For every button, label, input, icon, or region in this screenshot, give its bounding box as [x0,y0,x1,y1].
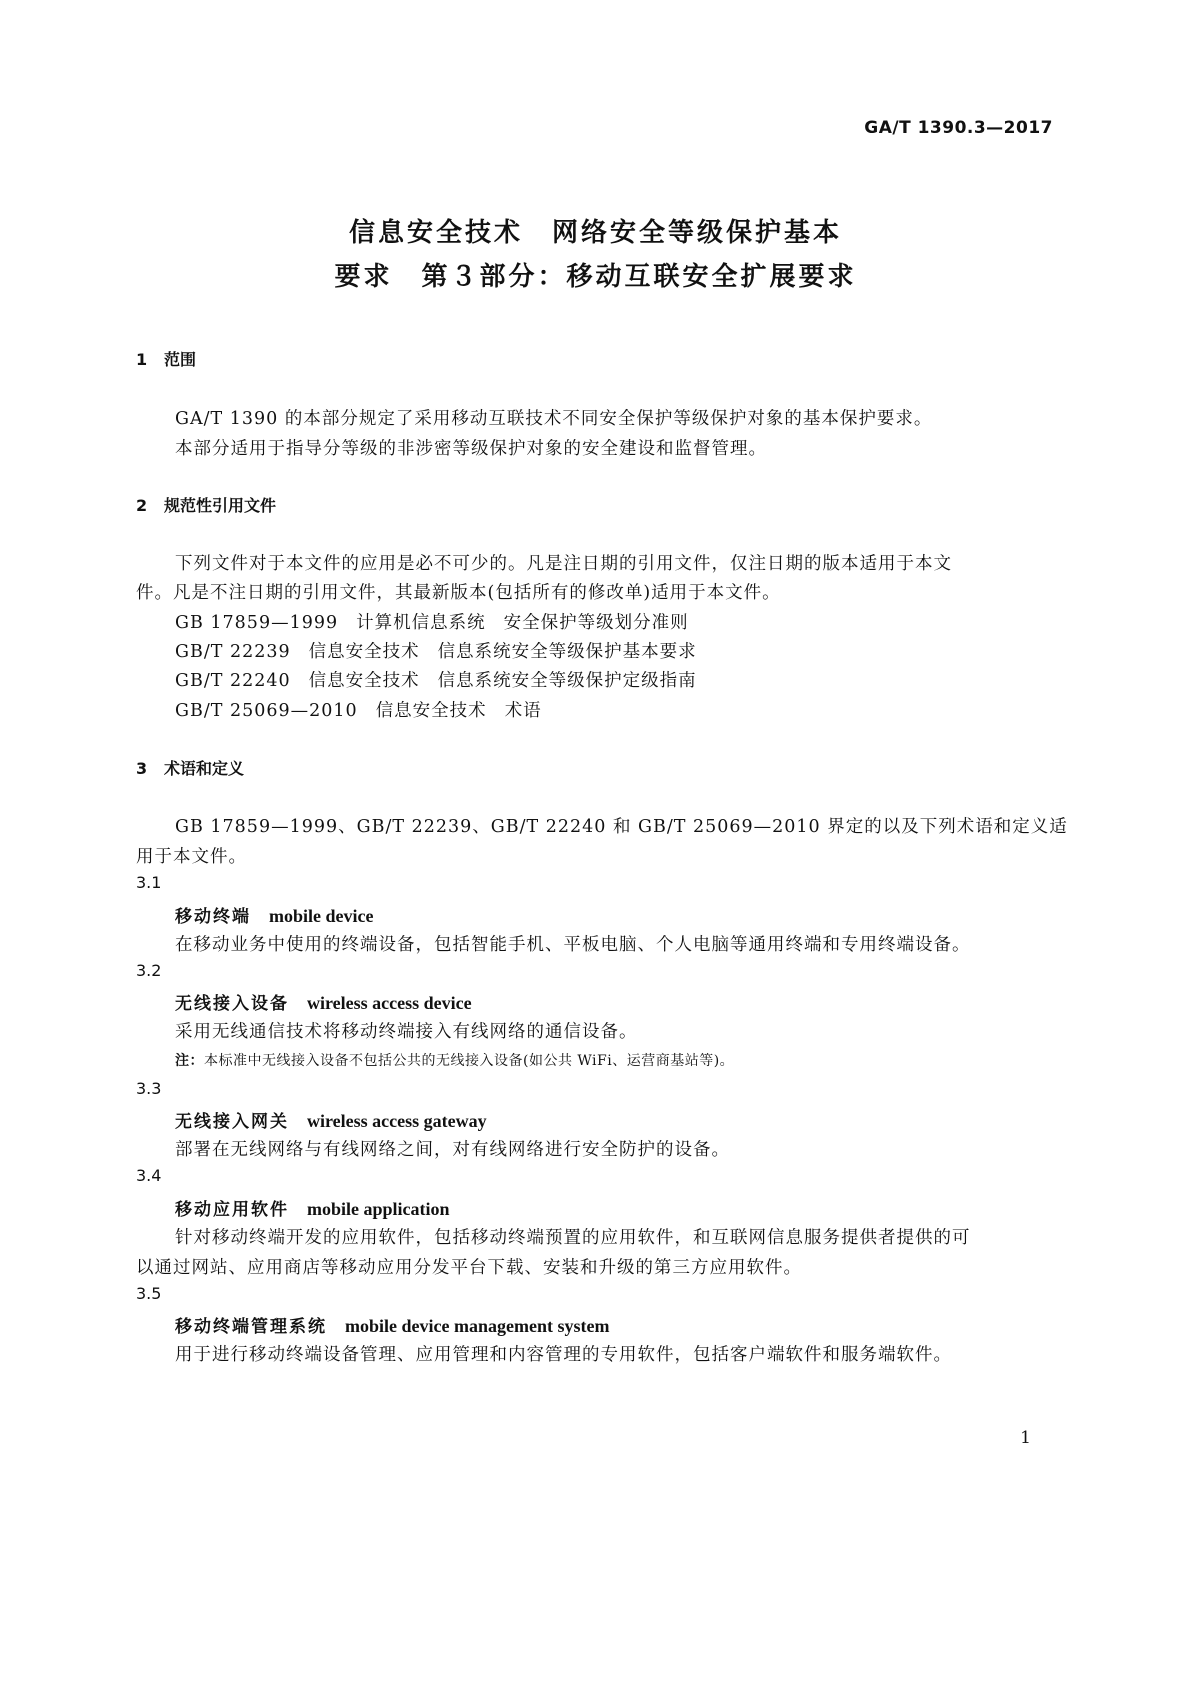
term-english: wireless access device [307,993,472,1013]
reference-title: 信息安全技术 [308,642,420,662]
term-number: 3.3 [136,1079,162,1098]
paragraph-line: 下列文件对于本文件的应用是必不可少的。凡是注日期的引用文件，仅注日期的版本适用于本文 [175,554,952,574]
section-1-heading [136,347,196,370]
term-definition: 采用无线通信技术将移动终端接入有线网络的通信设备。 [175,1022,638,1042]
paragraph-line: GB 17859—1999、GB/T 22239、GB/T 22240 和 GB/T 25069—2010 界定的以及下列术语和定义适 [175,817,1068,837]
term-chinese: 无线接入设备 [175,994,289,1014]
document-title-line1: 信息安全技术 网络安全等级保护基本 [348,218,842,248]
reference-code: GB/T 25069—2010 [175,701,358,721]
term-heading [175,1107,487,1132]
paragraph: GA/T 1390 的本部分规定了采用移动互联技术不同安全保护等级保护对象的基本保护要求。 [175,409,933,429]
term-heading [175,989,472,1014]
reference-item [175,638,697,663]
document-title-line2: 要求 第３部分：移动互联安全扩展要求 [334,262,857,292]
section-number: 1 [136,350,148,369]
term-chinese: 移动终端管理系统 [175,1317,327,1337]
section-title: 规范性引用文件 [164,496,277,515]
term-english: wireless access gateway [307,1111,487,1131]
reference-title: 计算机信息系统 [356,613,486,633]
term-chinese: 移动应用软件 [175,1200,289,1220]
reference-subtitle: 信息系统安全等级保护基本要求 [437,642,697,662]
reference-subtitle: 信息系统安全等级保护定级指南 [437,671,697,691]
paragraph: 本部分适用于指导分等级的非涉密等级保护对象的安全建设和监督管理。 [175,439,767,459]
reference-item [175,697,542,722]
term-heading [175,1195,450,1220]
note-label: 注： [175,1053,204,1069]
section-title: 范围 [164,350,197,369]
term-definition: 用于进行移动终端设备管理、应用管理和内容管理的专用软件，包括客户端软件和服务端软件。 [175,1345,952,1365]
page-number: 1 [1020,1428,1031,1448]
section-title: 术语和定义 [164,759,245,778]
term-definition: 在移动业务中使用的终端设备，包括智能手机、平板电脑、个人电脑等通用终端和专用终端设备。 [175,935,971,955]
reference-code: GB/T 22240 [175,671,291,691]
paragraph-line: 用于本文件。 [136,847,247,867]
reference-subtitle: 术语 [504,701,542,721]
section-number: 3 [136,759,148,778]
section-2-heading [136,493,276,516]
term-english: mobile device management system [345,1316,610,1336]
term-chinese: 无线接入网关 [175,1112,289,1132]
term-definition-line: 以通过网站、应用商店等移动应用分发平台下载、安装和升级的第三方应用软件。 [136,1258,802,1278]
term-number: 3.5 [136,1284,162,1303]
term-number: 3.1 [136,873,162,892]
reference-item [175,609,689,634]
term-note [175,1050,734,1070]
term-english: mobile application [307,1199,450,1219]
reference-subtitle: 安全保护等级划分准则 [503,613,689,633]
note-text: 本标准中无线接入设备不包括公共的无线接入设备(如公共 WiFi、运营商基站等)。 [204,1053,735,1069]
reference-code: GB/T 22239 [175,642,291,662]
term-definition: 部署在无线网络与有线网络之间，对有线网络进行安全防护的设备。 [175,1140,730,1160]
paragraph-line: 件。凡是不注日期的引用文件，其最新版本(包括所有的修改单)适用于本文件。 [136,583,781,603]
section-number: 2 [136,496,148,515]
reference-title: 信息安全技术 [308,671,420,691]
term-chinese: 移动终端 [175,907,251,927]
term-english: mobile device [269,906,374,926]
section-3-heading [136,756,244,779]
reference-code: GB 17859—1999 [175,613,339,633]
term-number: 3.2 [136,961,162,980]
reference-item [175,667,697,692]
term-heading [175,1312,609,1337]
term-definition-line: 针对移动终端开发的应用软件，包括移动终端预置的应用软件，和互联网信息服务提供者提供的可 [175,1228,971,1248]
term-number: 3.4 [136,1166,162,1185]
reference-title: 信息安全技术 [375,701,487,721]
term-heading [175,902,373,927]
standard-code: GA/T 1390.3—2017 [864,118,1053,138]
